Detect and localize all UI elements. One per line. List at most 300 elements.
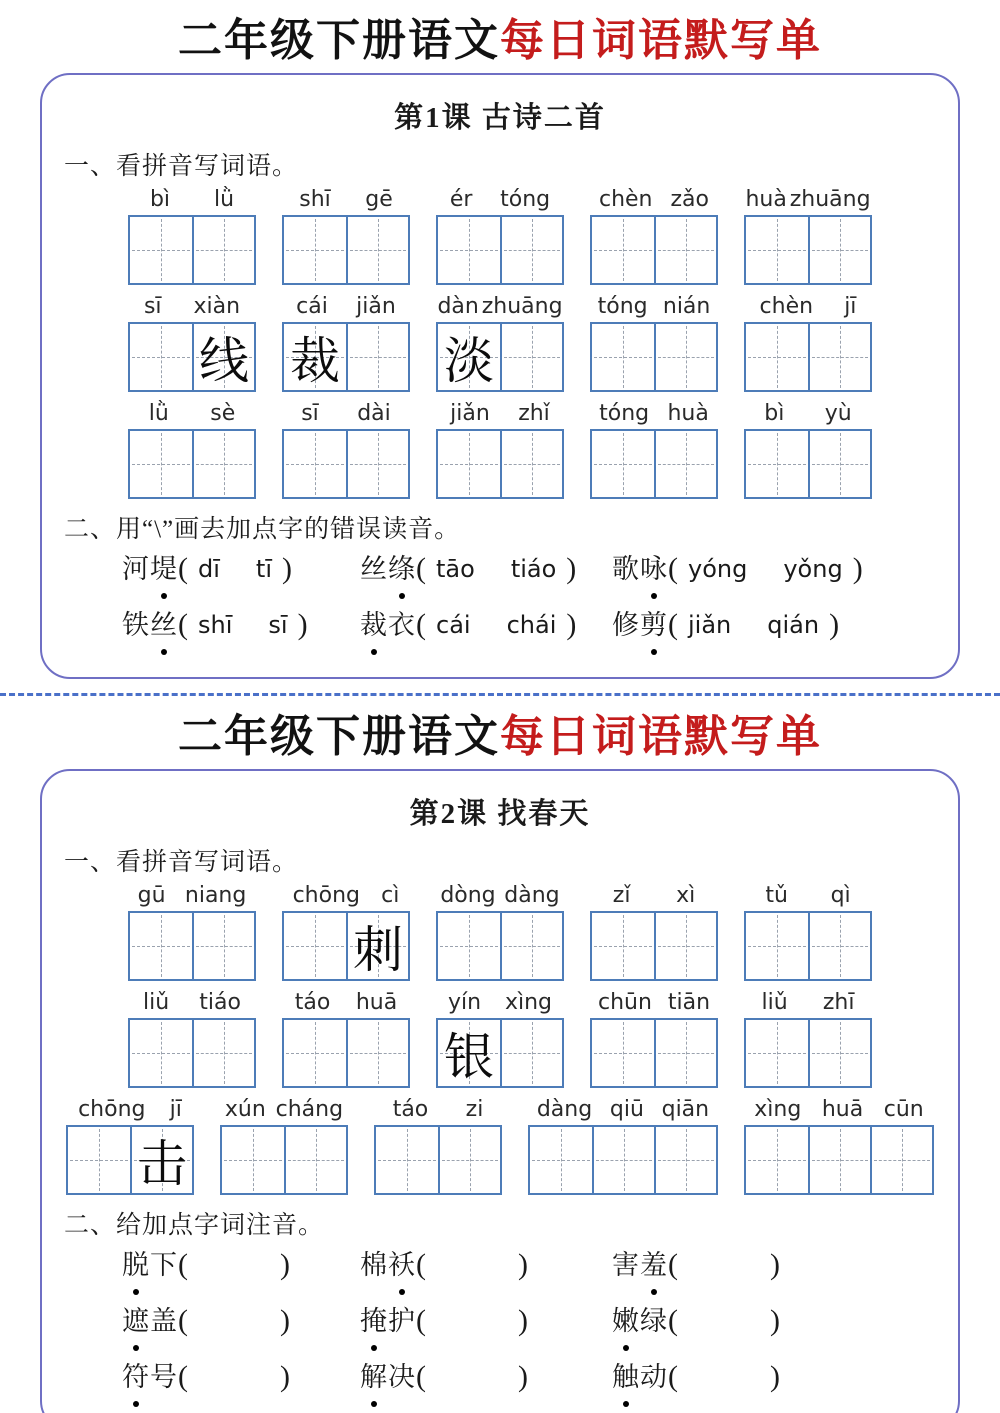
pinyin-syllable: cháng xyxy=(275,1097,344,1123)
grid-cell[interactable] xyxy=(438,913,500,979)
grid-cell[interactable] xyxy=(284,1127,346,1193)
word-unit xyxy=(744,991,872,1088)
entry-word xyxy=(360,610,416,640)
word-character: 丝 xyxy=(150,610,178,641)
prefilled-character: 刺 xyxy=(353,921,403,978)
horizontal-dashed-guide xyxy=(748,357,806,358)
horizontal-dashed-guide xyxy=(286,1053,344,1054)
dotted-word-entry xyxy=(612,1247,942,1283)
pinyin-row xyxy=(58,402,942,499)
reading-option[interactable]: qián xyxy=(767,611,820,640)
pinyin-syllable: gē xyxy=(365,186,393,212)
pinyin-syllable: sī xyxy=(301,400,319,426)
horizontal-dashed-guide xyxy=(286,464,344,465)
answer-parentheses: ( ) xyxy=(668,1360,780,1394)
horizontal-dashed-guide xyxy=(350,250,406,251)
grid-cell[interactable] xyxy=(438,324,500,390)
writing-box xyxy=(282,322,410,392)
pinyin-label xyxy=(436,884,564,908)
pinyin-syllable: cái xyxy=(296,293,328,319)
grid-cell[interactable] xyxy=(346,217,408,283)
entry-word xyxy=(122,554,178,584)
answer-parentheses: ( tāo tiáo ) xyxy=(416,552,577,586)
horizontal-dashed-guide xyxy=(132,464,190,465)
word-character: 裁 xyxy=(360,610,388,641)
grid-cell[interactable] xyxy=(654,431,716,497)
horizontal-dashed-guide xyxy=(748,1053,806,1054)
pinyin-syllable: dòng xyxy=(440,882,496,908)
grid-cell[interactable] xyxy=(654,1127,716,1193)
word-unit xyxy=(436,295,564,392)
grid-cell[interactable] xyxy=(500,324,562,390)
writing-box xyxy=(590,1018,718,1088)
pinyin-label xyxy=(744,402,872,426)
reading-option[interactable]: tiáo xyxy=(510,555,557,584)
horizontal-dashed-guide xyxy=(504,464,560,465)
horizontal-dashed-guide xyxy=(658,464,714,465)
writing-box xyxy=(744,215,872,285)
pinyin-syllable: táo xyxy=(294,989,331,1015)
grid-cell[interactable] xyxy=(192,324,254,390)
pinyin-syllable: zǎo xyxy=(670,186,709,212)
dotted-word-entry xyxy=(360,551,612,587)
grid-cell[interactable] xyxy=(438,1020,500,1086)
horizontal-dashed-guide xyxy=(286,946,344,947)
pinyin-syllable: yù xyxy=(824,400,852,426)
prefilled-character: 淡 xyxy=(444,332,494,389)
entry-word xyxy=(122,610,178,640)
pinyin-syllable: jiǎn xyxy=(356,293,396,319)
dotted-word-entry xyxy=(360,1247,612,1283)
grid-cell[interactable] xyxy=(222,1127,284,1193)
grid-cell[interactable] xyxy=(346,324,408,390)
horizontal-dashed-guide xyxy=(594,464,652,465)
entry-word xyxy=(612,554,668,584)
word-unit xyxy=(282,402,410,499)
page-title-2-red: 每日词语默写单 xyxy=(500,712,822,762)
reading-options xyxy=(678,555,853,584)
grid-cell[interactable] xyxy=(808,1020,870,1086)
answer-parentheses: ( ) xyxy=(668,1248,780,1282)
word-character: 堤 xyxy=(150,554,178,585)
reading-option[interactable]: tī xyxy=(255,555,272,584)
horizontal-dashed-guide xyxy=(812,357,868,358)
grid-cell[interactable] xyxy=(808,324,870,390)
grid-cell[interactable] xyxy=(592,431,654,497)
writing-box xyxy=(282,215,410,285)
grid-cell[interactable] xyxy=(438,217,500,283)
pinyin-label xyxy=(66,1098,194,1122)
pinyin-syllable: qiān xyxy=(661,1097,710,1123)
horizontal-dashed-guide xyxy=(132,946,190,947)
word-unit xyxy=(66,1098,194,1195)
pinyin-label xyxy=(590,295,718,319)
grid-cell[interactable] xyxy=(592,1020,654,1086)
pinyin-label xyxy=(528,1098,718,1122)
pinyin-label xyxy=(374,1098,502,1122)
word-unit xyxy=(282,884,410,981)
horizontal-dashed-guide xyxy=(350,357,406,358)
pinyin-row xyxy=(58,991,942,1088)
answer-parentheses: ( ) xyxy=(178,1248,290,1282)
pinyin-row xyxy=(58,884,942,981)
grid-cell[interactable] xyxy=(284,324,346,390)
entry-word xyxy=(360,1250,416,1280)
reading-options xyxy=(188,555,282,584)
writing-box xyxy=(744,322,872,392)
pinyin-syllable: ér xyxy=(449,186,473,212)
lesson-1-sheet xyxy=(40,73,960,680)
grid-cell[interactable] xyxy=(654,913,716,979)
word-character: 袄 xyxy=(388,1250,416,1281)
pinyin-syllable: chōng xyxy=(292,882,360,908)
word-unit xyxy=(128,188,256,285)
horizontal-dashed-guide xyxy=(224,1160,282,1161)
lesson-2-section-1-label: 一、看拼音写词语。 xyxy=(64,848,299,876)
pinyin-syllable: zhuāng xyxy=(789,186,871,212)
grid-cell[interactable] xyxy=(530,1127,592,1193)
dotted-word-entry xyxy=(612,551,942,587)
writing-box xyxy=(128,911,256,981)
writing-box xyxy=(128,429,256,499)
grid-cell[interactable] xyxy=(68,1127,130,1193)
pinyin-label xyxy=(128,295,256,319)
horizontal-dashed-guide xyxy=(196,250,252,251)
writing-box xyxy=(436,215,564,285)
pinyin-syllable: liǔ xyxy=(143,989,170,1015)
grid-cell[interactable] xyxy=(130,1127,192,1193)
grid-cell[interactable] xyxy=(808,913,870,979)
answer-parentheses: ( jiǎn qián ) xyxy=(668,608,840,642)
writing-box xyxy=(590,429,718,499)
pinyin-label xyxy=(128,884,256,908)
writing-box xyxy=(128,322,256,392)
word-unit xyxy=(282,188,410,285)
pinyin-syllable: lǜ xyxy=(148,400,169,426)
writing-box xyxy=(744,429,872,499)
entry-word xyxy=(612,1306,668,1336)
reading-option[interactable]: chái xyxy=(506,611,557,640)
grid-cell[interactable] xyxy=(376,1127,438,1193)
grid-cell[interactable] xyxy=(346,1020,408,1086)
word-character: 羞 xyxy=(640,1250,668,1281)
word-character: 嫩 xyxy=(612,1306,640,1337)
word-character: 绦 xyxy=(388,554,416,585)
reading-option[interactable]: yǒng xyxy=(783,555,843,584)
answer-parentheses: ( ) xyxy=(416,1248,528,1282)
grid-cell[interactable] xyxy=(592,913,654,979)
pinyin-syllable: zhuāng xyxy=(481,293,563,319)
grid-cell[interactable] xyxy=(746,1127,808,1193)
word-unit xyxy=(436,884,564,981)
pinyin-syllable: huà xyxy=(667,400,709,426)
pinyin-syllable: xiàn xyxy=(193,293,241,319)
prefilled-character: 线 xyxy=(199,332,249,389)
entry-word xyxy=(360,1362,416,1392)
pinyin-syllable: zhī xyxy=(822,989,855,1015)
pinyin-syllable: cūn xyxy=(883,1097,924,1123)
word-character: 歌 xyxy=(612,554,640,585)
page-title-black: 二年级下册语文 xyxy=(178,16,500,65)
word-character: 绿 xyxy=(640,1306,668,1337)
pinyin-syllable: huā xyxy=(821,1097,864,1123)
word-unit xyxy=(436,402,564,499)
grid-cell[interactable] xyxy=(654,217,716,283)
entry-row xyxy=(122,607,942,643)
page-title xyxy=(0,16,1000,67)
reading-option[interactable]: sī xyxy=(268,611,288,640)
grid-cell[interactable] xyxy=(592,1127,654,1193)
grid-cell[interactable] xyxy=(192,431,254,497)
horizontal-dashed-guide xyxy=(504,1053,560,1054)
pinyin-label xyxy=(128,188,256,212)
horizontal-dashed-guide xyxy=(440,946,498,947)
entry-row xyxy=(122,1303,942,1339)
page-title-2 xyxy=(0,712,1000,763)
grid-cell[interactable] xyxy=(438,1127,500,1193)
dotted-word-entry xyxy=(122,607,360,643)
pinyin-syllable: zhǐ xyxy=(518,400,550,426)
pinyin-syllable: táo xyxy=(392,1097,429,1123)
word-character: 害 xyxy=(612,1250,640,1281)
word-character: 盖 xyxy=(150,1306,178,1337)
horizontal-dashed-guide xyxy=(440,250,498,251)
horizontal-dashed-guide xyxy=(596,1160,652,1161)
entry-word xyxy=(612,610,668,640)
pinyin-label xyxy=(128,402,256,426)
pinyin-syllable: sī xyxy=(143,293,162,319)
grid-cell[interactable] xyxy=(592,324,654,390)
word-unit xyxy=(128,295,256,392)
writing-box xyxy=(744,1018,872,1088)
reading-options xyxy=(426,555,566,584)
writing-box xyxy=(128,1018,256,1088)
writing-box xyxy=(66,1125,194,1195)
writing-box xyxy=(282,429,410,499)
pinyin-syllable: huā xyxy=(355,989,398,1015)
word-unit xyxy=(528,1098,718,1195)
word-character: 护 xyxy=(388,1306,416,1337)
pinyin-row xyxy=(58,1098,942,1195)
grid-cell[interactable] xyxy=(284,1020,346,1086)
pinyin-syllable: xún xyxy=(224,1097,266,1123)
page-title-red: 每日词语默写单 xyxy=(500,16,822,65)
grid-cell[interactable] xyxy=(346,913,408,979)
writing-box xyxy=(220,1125,348,1195)
word-character: 掩 xyxy=(360,1306,388,1337)
answer-parentheses: ( yóng yǒng ) xyxy=(668,552,863,586)
pinyin-syllable: tǔ xyxy=(765,882,788,908)
horizontal-dashed-guide xyxy=(594,357,652,358)
reading-option[interactable]: cái xyxy=(436,611,471,640)
reading-option[interactable]: yóng xyxy=(688,555,748,584)
horizontal-dashed-guide xyxy=(440,464,498,465)
word-character: 丝 xyxy=(360,554,388,585)
pinyin-syllable: lǜ xyxy=(213,186,235,212)
lesson-2-sheet xyxy=(40,769,960,1413)
pinyin-label xyxy=(744,884,872,908)
word-character: 决 xyxy=(388,1362,416,1393)
horizontal-dashed-guide xyxy=(812,250,868,251)
word-unit xyxy=(374,1098,502,1195)
pinyin-syllable: zǐ xyxy=(612,882,631,908)
grid-cell[interactable] xyxy=(808,1127,870,1193)
pinyin-syllable: zi xyxy=(465,1097,484,1123)
pinyin-syllable: cì xyxy=(381,882,400,908)
grid-cell[interactable] xyxy=(654,1020,716,1086)
grid-cell[interactable] xyxy=(284,913,346,979)
pinyin-syllable: tiáo xyxy=(199,989,241,1015)
grid-cell[interactable] xyxy=(192,913,254,979)
reading-option[interactable]: dī xyxy=(198,555,220,584)
entry-row xyxy=(122,1359,942,1395)
word-character: 铁 xyxy=(122,610,150,641)
word-character: 咏 xyxy=(640,554,668,585)
word-unit xyxy=(744,188,872,285)
pinyin-label xyxy=(744,991,872,1015)
pinyin-syllable: jiǎn xyxy=(450,400,490,426)
pinyin-label xyxy=(282,884,410,908)
word-character: 脱 xyxy=(122,1250,150,1281)
word-unit xyxy=(590,188,718,285)
writing-box xyxy=(436,1018,564,1088)
grid-cell[interactable] xyxy=(654,324,716,390)
word-unit xyxy=(744,295,872,392)
dotted-word-entry xyxy=(612,1359,942,1395)
grid-cell[interactable] xyxy=(746,913,808,979)
pinyin-syllable: bì xyxy=(149,186,171,212)
pinyin-label xyxy=(128,991,256,1015)
horizontal-dashed-guide xyxy=(504,250,560,251)
horizontal-dashed-guide xyxy=(748,1160,806,1161)
horizontal-dashed-guide xyxy=(748,250,806,251)
word-unit xyxy=(436,991,564,1088)
word-unit xyxy=(128,991,256,1088)
grid-cell[interactable] xyxy=(500,217,562,283)
word-unit xyxy=(744,884,872,981)
pinyin-label xyxy=(744,295,872,319)
page-divider-dashed-line xyxy=(0,693,1000,696)
answer-parentheses: ( ) xyxy=(668,1304,780,1338)
answer-parentheses: ( ) xyxy=(416,1304,528,1338)
pinyin-label xyxy=(744,1098,934,1122)
pinyin-label xyxy=(436,402,564,426)
entry-row xyxy=(122,1247,942,1283)
horizontal-dashed-guide xyxy=(812,1160,868,1161)
reading-options xyxy=(678,611,829,640)
horizontal-dashed-guide xyxy=(378,1160,436,1161)
lesson-2-section-2-label: 二、给加点字词注音。 xyxy=(64,1212,325,1240)
horizontal-dashed-guide xyxy=(658,250,714,251)
grid-cell[interactable] xyxy=(746,431,808,497)
grid-cell[interactable] xyxy=(284,217,346,283)
writing-box xyxy=(374,1125,502,1195)
grid-cell[interactable] xyxy=(130,217,192,283)
lesson-2-section-2-entries xyxy=(122,1247,942,1395)
grid-cell[interactable] xyxy=(808,217,870,283)
pinyin-syllable: shī xyxy=(299,186,331,212)
reading-options xyxy=(188,611,298,640)
grid-cell[interactable] xyxy=(808,431,870,497)
pinyin-syllable: chèn xyxy=(598,186,653,212)
pinyin-syllable: dàng xyxy=(504,882,560,908)
pinyin-syllable: tiān xyxy=(667,989,711,1015)
lesson-1-section-2-entries xyxy=(122,551,942,643)
horizontal-dashed-guide xyxy=(286,250,344,251)
grid-cell[interactable] xyxy=(192,1020,254,1086)
grid-cell[interactable] xyxy=(746,1020,808,1086)
grid-cell[interactable] xyxy=(746,217,808,283)
pinyin-syllable: nián xyxy=(662,293,711,319)
horizontal-dashed-guide xyxy=(132,357,190,358)
entry-word xyxy=(122,1306,178,1336)
horizontal-dashed-guide xyxy=(812,1053,868,1054)
grid-cell[interactable] xyxy=(746,324,808,390)
word-unit xyxy=(282,991,410,1088)
horizontal-dashed-guide xyxy=(594,946,652,947)
answer-parentheses: ( cái chái ) xyxy=(416,608,577,642)
horizontal-dashed-guide xyxy=(594,250,652,251)
grid-cell[interactable] xyxy=(130,913,192,979)
answer-parentheses: ( ) xyxy=(178,1304,290,1338)
horizontal-dashed-guide xyxy=(132,250,190,251)
horizontal-dashed-guide xyxy=(442,1160,498,1161)
lesson-1-section-1-label: 一、看拼音写词语。 xyxy=(64,152,299,180)
dotted-word-entry xyxy=(122,1247,360,1283)
writing-box xyxy=(744,1125,934,1195)
reading-options xyxy=(426,611,566,640)
grid-cell[interactable] xyxy=(284,431,346,497)
dotted-word-entry xyxy=(122,1359,360,1395)
grid-cell[interactable] xyxy=(870,1127,932,1193)
horizontal-dashed-guide xyxy=(658,1160,714,1161)
horizontal-dashed-guide xyxy=(812,464,868,465)
word-unit xyxy=(436,188,564,285)
grid-cell[interactable] xyxy=(500,431,562,497)
grid-cell[interactable] xyxy=(130,1020,192,1086)
pinyin-syllable: xìng xyxy=(504,989,553,1015)
grid-cell[interactable] xyxy=(500,1020,562,1086)
horizontal-dashed-guide xyxy=(532,1160,590,1161)
grid-cell[interactable] xyxy=(592,217,654,283)
horizontal-dashed-guide xyxy=(594,1053,652,1054)
answer-parentheses: ( shī sī ) xyxy=(178,608,308,642)
horizontal-dashed-guide xyxy=(350,464,406,465)
grid-cell[interactable] xyxy=(130,324,192,390)
word-unit xyxy=(590,295,718,392)
grid-cell[interactable] xyxy=(346,431,408,497)
page-title-2-black: 二年级下册语文 xyxy=(178,712,500,762)
grid-cell[interactable] xyxy=(438,431,500,497)
pinyin-row xyxy=(58,188,942,285)
horizontal-dashed-guide xyxy=(70,1160,128,1161)
writing-box xyxy=(590,215,718,285)
horizontal-dashed-guide xyxy=(874,1160,930,1161)
word-character: 动 xyxy=(640,1362,668,1393)
grid-cell[interactable] xyxy=(130,431,192,497)
pinyin-label xyxy=(590,884,718,908)
horizontal-dashed-guide xyxy=(658,1053,714,1054)
grid-cell[interactable] xyxy=(500,913,562,979)
reading-option[interactable]: jiǎn xyxy=(688,611,732,640)
entry-word xyxy=(612,1362,668,1392)
horizontal-dashed-guide xyxy=(812,946,868,947)
reading-option[interactable]: tāo xyxy=(436,555,475,584)
grid-cell[interactable] xyxy=(192,217,254,283)
pinyin-syllable: qì xyxy=(830,882,851,908)
reading-option[interactable]: shī xyxy=(198,611,233,640)
pinyin-syllable: gū xyxy=(137,882,166,908)
